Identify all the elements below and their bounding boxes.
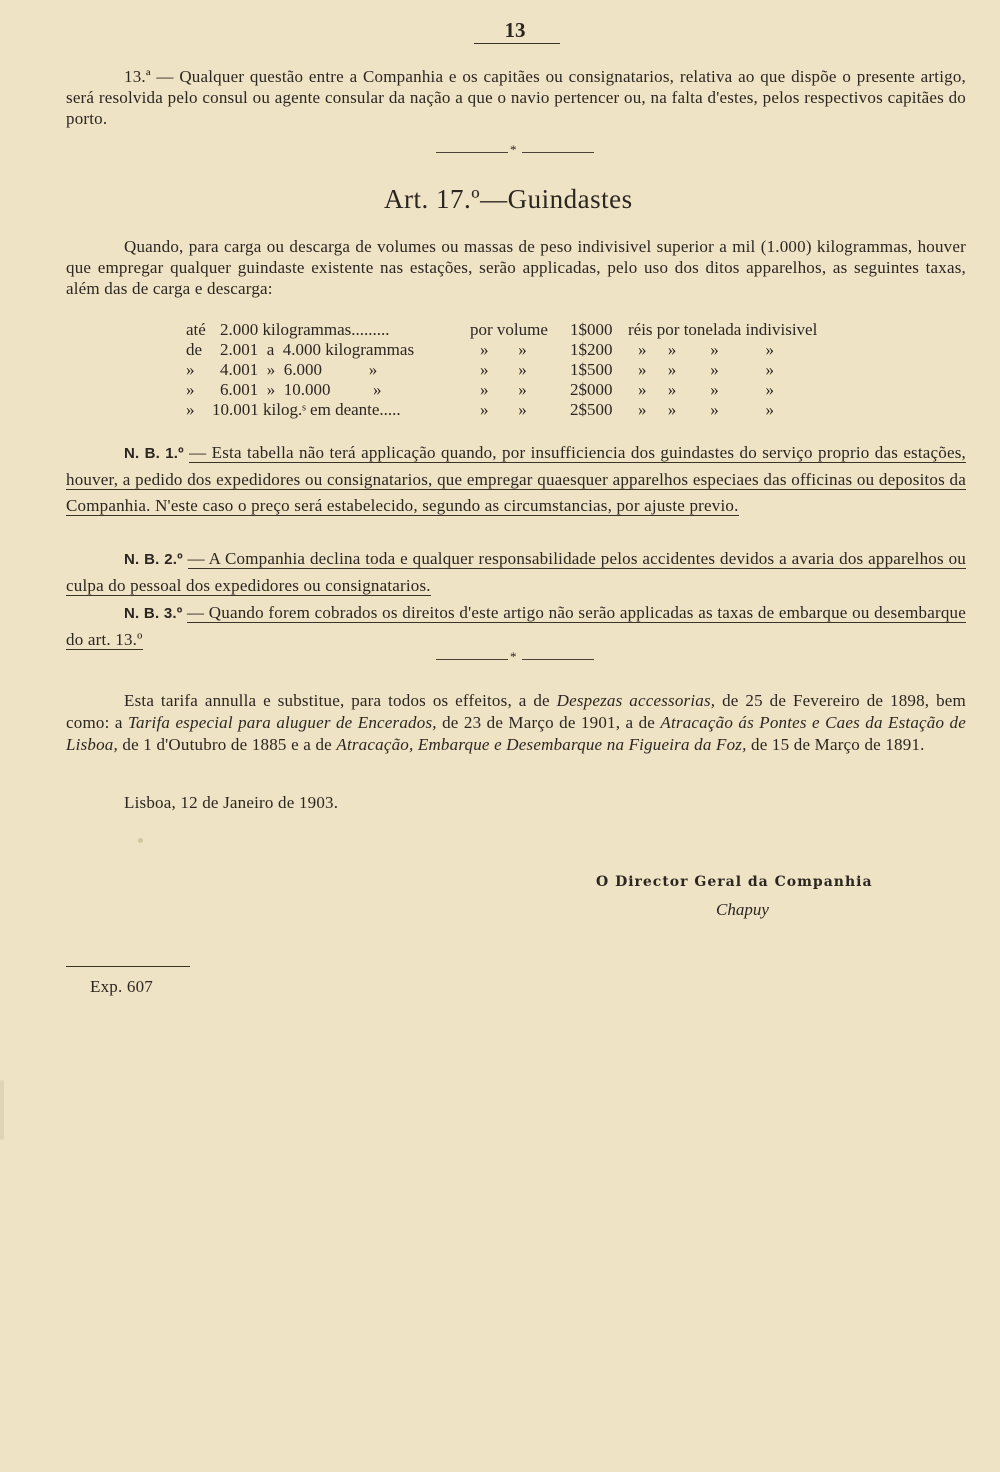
note-text: — A Companhia declina toda e qualquer responsabilidade pelos accidentes devidos a avaria dos apparelhos ou culpa do pessoal dos expedidores ou consignatarios. — [66, 549, 966, 595]
closing-tariff-title: Despezas accessorias, — [556, 691, 716, 710]
note-1 — [66, 440, 966, 519]
rate-row — [180, 360, 860, 380]
reference-number: Exp. 607 — [90, 977, 153, 996]
rates-table — [180, 320, 860, 420]
rate-range: 4.001 » 6.000 » — [220, 360, 378, 379]
rate-price: 2$500 — [570, 400, 613, 419]
ink-spot — [138, 838, 143, 843]
rate-per: » » — [480, 340, 527, 359]
rate-range: 6.001 » 10.000 » — [220, 380, 382, 399]
rate-prefix: de — [186, 340, 203, 359]
rate-unit: » » » » — [638, 340, 774, 359]
reference-rule — [66, 966, 190, 967]
rate-prefix: » — [186, 400, 195, 419]
closing-text: de 23 de Março de 1901, a de — [436, 713, 661, 732]
closing-paragraph — [66, 690, 966, 756]
note-text: — Esta tabella não terá applicação quando, por insufficiencia dos guindastes do serviço proprio das estações, houver, a pedido dos expedidores ou consignatarios, que empregar quaesquer apparelhos especiaes das officinas ou depositos da Companhia. N'este caso o preço será estabelecido, segundo as circumstancias, por ajuste previo. — [66, 443, 967, 515]
closing-text: de 25 de Fevereiro de 1898, bem como: a — [66, 691, 966, 732]
page-number-rule — [474, 43, 560, 44]
rate-range: 2.000 kilogrammas......... — [220, 320, 390, 339]
note-label: N. B. 2.º — [124, 551, 183, 568]
rate-unit: » » » » — [638, 400, 774, 419]
ornament-star: * — [510, 142, 517, 157]
rate-per: » » — [480, 380, 527, 399]
rate-unit: » » » » — [638, 380, 774, 399]
item-13-paragraph: 13.ª — Qualquer questão entre a Companhia e os capitães ou consignatarios, relativa ao que dispõe o presente artigo, será resolvida pelo consul ou agente consular da nação a que o navio pertencer ou, na falta d'estes, pelos respectivos capitães do porto. — [66, 67, 966, 128]
closing-tariff-title: Atracação ás Pontes e Caes da Estação de Lisboa, — [66, 713, 966, 754]
rate-row — [180, 380, 860, 400]
note-label: N. B. 1.º — [124, 445, 184, 462]
rate-range: 10.001 kilog.ˢ em deante..... — [212, 400, 401, 419]
rate-range: 2.001 a 4.000 kilogrammas — [220, 340, 415, 359]
ornament-divider-top — [436, 142, 596, 159]
closing-tariff-title: Tarifa especial para aluguer de Encerados, — [127, 713, 437, 732]
signature-name: Chapuy — [716, 900, 769, 919]
rate-price: 1$000 — [570, 320, 613, 339]
article-title: Art. 17.º—Guindastes — [384, 184, 633, 214]
closing-tariff-title: Atracação, Embarque e Desembarque na Figueira da Foz, — [336, 735, 747, 754]
note-text: — Quando forem cobrados os direitos d'este artigo não serão applicadas as taxas de embarque ou desembarque do art. 13.º — [66, 603, 966, 649]
closing-text: de 1 d'Outubro de 1885 e a de — [117, 735, 337, 754]
page-edge-mark — [0, 1080, 4, 1140]
closing-text: de 15 de Março de 1891. — [746, 735, 925, 754]
note-label: N. B. 3.º — [124, 605, 183, 622]
article-intro: Quando, para carga ou descarga de volumes ou massas de peso indivisivel superior a mil (1.000) kilogrammas, houver que empregar qualquer guindaste existente nas estações, serão applicadas, pelo uso dos ditos apparelhos, as seguintes taxas, além das de carga e descarga: — [66, 237, 966, 298]
rate-row — [180, 340, 860, 360]
rate-unit: réis por tonelada indivisivel — [628, 320, 818, 339]
note-3 — [66, 600, 966, 653]
rate-price: 1$200 — [570, 340, 613, 359]
ornament-star: * — [510, 649, 517, 664]
rate-price: 1$500 — [570, 360, 613, 379]
rate-prefix: até — [186, 320, 206, 339]
rate-price: 2$000 — [570, 380, 613, 399]
rate-per: » » — [480, 400, 527, 419]
rate-per: por volume — [470, 320, 548, 339]
signer-title: O Director Geral da Companhia — [596, 874, 873, 890]
rate-row — [180, 320, 860, 340]
place-date: Lisboa, 12 de Janeiro de 1903. — [124, 793, 339, 812]
rate-unit: » » » » — [638, 360, 774, 379]
rate-per: » » — [480, 360, 527, 379]
closing-text: Esta tarifa annulla e substitue, para todos os effeitos, a de — [124, 691, 557, 710]
ornament-divider-bottom — [436, 649, 596, 666]
rate-prefix: » — [186, 380, 195, 399]
note-2 — [66, 546, 966, 599]
page-number: 13 — [504, 18, 526, 42]
rate-prefix: » — [186, 360, 195, 379]
rate-row — [180, 400, 860, 420]
